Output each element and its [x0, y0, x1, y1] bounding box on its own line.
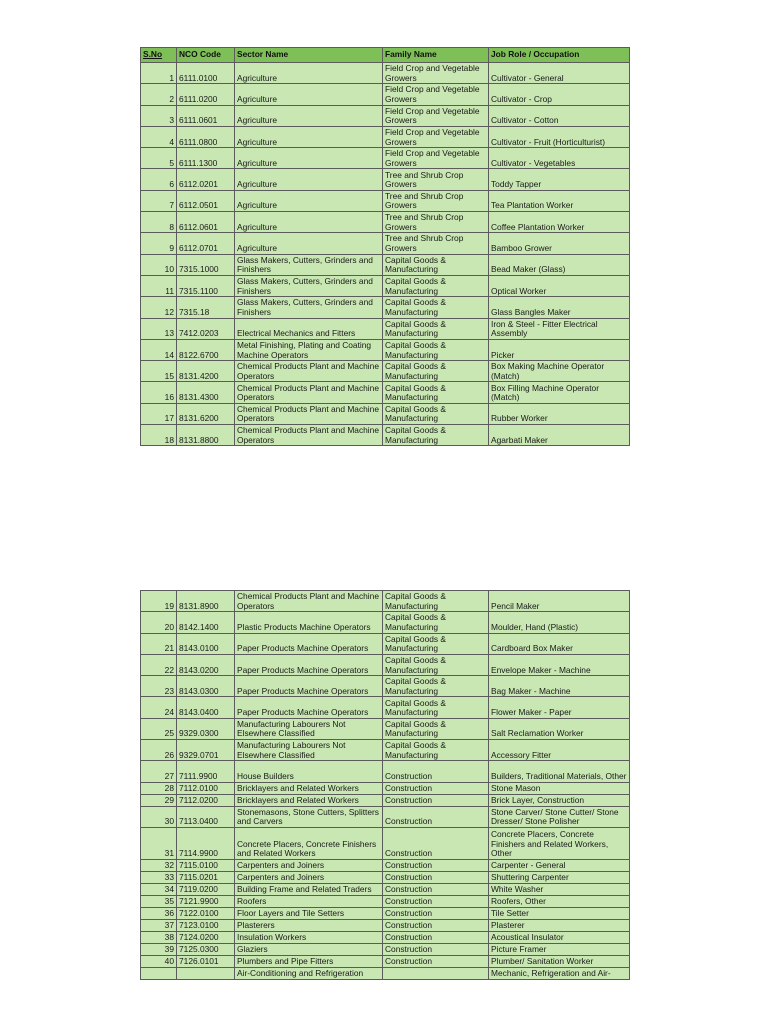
- cell-nco-code: 7315.1000: [177, 254, 235, 275]
- cell-family-name: Tree and Shrub Crop Growers: [383, 169, 489, 190]
- cell-sno: 26: [141, 740, 177, 761]
- cell-job-role: Bamboo Grower: [489, 233, 630, 254]
- cell-sno: 34: [141, 883, 177, 895]
- cell-sector-name: Plumbers and Pipe Fitters: [235, 955, 383, 967]
- table-row: [141, 126, 630, 147]
- cell-nco-code: 8143.0100: [177, 633, 235, 654]
- cell-nco-code: 7114.9900: [177, 827, 235, 859]
- cell-sector-name: Chemical Products Plant and Machine Operators: [235, 425, 383, 446]
- cell-sno: 33: [141, 871, 177, 883]
- cell-family-name: Capital Goods & Manufacturing: [383, 382, 489, 403]
- cell-nco-code: 7121.9900: [177, 895, 235, 907]
- table-row: [141, 148, 630, 169]
- cell-family-name: Construction: [383, 871, 489, 883]
- header-nco-code: NCO Code: [177, 48, 235, 63]
- cell-sno: 23: [141, 676, 177, 697]
- cell-family-name: Construction: [383, 782, 489, 794]
- cell-family-name: Field Crop and Vegetable Growers: [383, 105, 489, 126]
- cell-family-name: Construction: [383, 859, 489, 871]
- header-sno: S.No: [141, 48, 177, 63]
- cell-job-role: Coffee Plantation Worker: [489, 212, 630, 233]
- cell-sector-name: Bricklayers and Related Workers: [235, 794, 383, 806]
- cell-sector-name: Paper Products Machine Operators: [235, 697, 383, 718]
- cell-sector-name: Agriculture: [235, 190, 383, 211]
- cell-family-name: Construction: [383, 907, 489, 919]
- cell-nco-code: 9329.0300: [177, 718, 235, 739]
- cell-sector-name: Plastic Products Machine Operators: [235, 612, 383, 633]
- cell-sno: 1: [141, 63, 177, 84]
- cell-family-name: Capital Goods & Manufacturing: [383, 403, 489, 424]
- cell-sno: 12: [141, 297, 177, 318]
- cell-sno: 39: [141, 943, 177, 955]
- cell-job-role: Concrete Placers, Concrete Finishers and Related Workers, Other: [489, 827, 630, 859]
- cell-sno: 13: [141, 318, 177, 339]
- cell-job-role: Picker: [489, 339, 630, 360]
- cell-job-role: Accessory Fitter: [489, 740, 630, 761]
- table-row: [141, 84, 630, 105]
- table-row: [141, 297, 630, 318]
- cell-job-role: Tile Setter: [489, 907, 630, 919]
- table-row: [141, 782, 630, 794]
- cell-job-role: Acoustical Insulator: [489, 931, 630, 943]
- table-row: [141, 169, 630, 190]
- cell-sno: 8: [141, 212, 177, 233]
- cell-sector-name: Paper Products Machine Operators: [235, 654, 383, 675]
- cell-family-name: Tree and Shrub Crop Growers: [383, 212, 489, 233]
- cell-nco-code: 6111.0601: [177, 105, 235, 126]
- cell-sno: 36: [141, 907, 177, 919]
- cell-job-role: Picture Framer: [489, 943, 630, 955]
- cell-family-name: Tree and Shrub Crop Growers: [383, 190, 489, 211]
- cell-sno: 30: [141, 806, 177, 827]
- table-row: [141, 907, 630, 919]
- table-row: [141, 761, 630, 782]
- cell-nco-code: 7115.0201: [177, 871, 235, 883]
- table-row: [141, 794, 630, 806]
- cell-job-role: Plumber/ Sanitation Worker: [489, 955, 630, 967]
- cell-sno: 31: [141, 827, 177, 859]
- cell-family-name: Construction: [383, 883, 489, 895]
- table-row: [141, 654, 630, 675]
- table-row: [141, 318, 630, 339]
- cell-sector-name: Floor Layers and Tile Setters: [235, 907, 383, 919]
- cell-family-name: Construction: [383, 931, 489, 943]
- cell-family-name: Capital Goods & Manufacturing: [383, 718, 489, 739]
- cell-nco-code: 7412.0203: [177, 318, 235, 339]
- cell-nco-code: 6112.0201: [177, 169, 235, 190]
- cell-sno: 19: [141, 591, 177, 612]
- cell-family-name: Capital Goods & Manufacturing: [383, 633, 489, 654]
- cell-nco-code: 7113.0400: [177, 806, 235, 827]
- cell-family-name: Field Crop and Vegetable Growers: [383, 148, 489, 169]
- cell-job-role: Toddy Tapper: [489, 169, 630, 190]
- header-sector-name: Sector Name: [235, 48, 383, 63]
- table-row: [141, 827, 630, 859]
- cell-family-name: Capital Goods & Manufacturing: [383, 361, 489, 382]
- cell-job-role: Builders, Traditional Materials, Other: [489, 761, 630, 782]
- cell-job-role: Box Filling Machine Operator (Match): [489, 382, 630, 403]
- table-row: [141, 919, 630, 931]
- cell-nco-code: 8142.1400: [177, 612, 235, 633]
- cell-family-name: Capital Goods & Manufacturing: [383, 254, 489, 275]
- cell-nco-code: 7112.0100: [177, 782, 235, 794]
- cell-family-name: Construction: [383, 794, 489, 806]
- cell-sector-name: Air-Conditioning and Refrigeration: [235, 967, 383, 979]
- cell-job-role: Tea Plantation Worker: [489, 190, 630, 211]
- cell-family-name: Construction: [383, 761, 489, 782]
- cell-sector-name: Glaziers: [235, 943, 383, 955]
- table-row: [141, 871, 630, 883]
- cell-sno: 2: [141, 84, 177, 105]
- table-row: [141, 943, 630, 955]
- cell-nco-code: 8131.4300: [177, 382, 235, 403]
- cell-nco-code: 7126.0101: [177, 955, 235, 967]
- cell-job-role: Cardboard Box Maker: [489, 633, 630, 654]
- cell-family-name: Capital Goods & Manufacturing: [383, 318, 489, 339]
- table-row: [141, 190, 630, 211]
- cell-family-name: Capital Goods & Manufacturing: [383, 654, 489, 675]
- cell-nco-code: 7315.18: [177, 297, 235, 318]
- table-row: [141, 895, 630, 907]
- cell-job-role: Glass Bangles Maker: [489, 297, 630, 318]
- cell-sno: 25: [141, 718, 177, 739]
- cell-family-name: Field Crop and Vegetable Growers: [383, 84, 489, 105]
- cell-sector-name: Carpenters and Joiners: [235, 871, 383, 883]
- table-row: [141, 361, 630, 382]
- cell-sector-name: Manufacturing Labourers Not Elsewhere Classified: [235, 718, 383, 739]
- cell-sector-name: Metal Finishing, Plating and Coating Machine Operators: [235, 339, 383, 360]
- cell-sno: 24: [141, 697, 177, 718]
- cell-family-name: Construction: [383, 895, 489, 907]
- cell-job-role: Cultivator - Vegetables: [489, 148, 630, 169]
- cell-sector-name: Concrete Placers, Concrete Finishers and Related Workers: [235, 827, 383, 859]
- cell-sno: 5: [141, 148, 177, 169]
- table-header-row: [141, 48, 630, 63]
- cell-nco-code: 8143.0400: [177, 697, 235, 718]
- table-row: [141, 105, 630, 126]
- table-row: [141, 859, 630, 871]
- cell-sno: 11: [141, 275, 177, 296]
- cell-job-role: Box Making Machine Operator (Match): [489, 361, 630, 382]
- cell-sector-name: Building Frame and Related Traders: [235, 883, 383, 895]
- cell-job-role: Iron & Steel - Fitter Electrical Assembly: [489, 318, 630, 339]
- cell-job-role: Salt Reclamation Worker: [489, 718, 630, 739]
- cell-nco-code: 8131.8900: [177, 591, 235, 612]
- cell-family-name: Capital Goods & Manufacturing: [383, 275, 489, 296]
- cell-sector-name: Stonemasons, Stone Cutters, Splitters and Carvers: [235, 806, 383, 827]
- cell-job-role: White Washer: [489, 883, 630, 895]
- header-job-role: Job Role / Occupation: [489, 48, 630, 63]
- cell-job-role: Pencil Maker: [489, 591, 630, 612]
- cell-sector-name: Glass Makers, Cutters, Grinders and Finishers: [235, 254, 383, 275]
- table-row: [141, 425, 630, 446]
- cell-sector-name: Manufacturing Labourers Not Elsewhere Classified: [235, 740, 383, 761]
- table-row: [141, 339, 630, 360]
- occupation-table-page-1: [140, 47, 630, 446]
- table-row: [141, 883, 630, 895]
- cell-job-role: Stone Mason: [489, 782, 630, 794]
- cell-family-name: Construction: [383, 955, 489, 967]
- cell-nco-code: 6111.0800: [177, 126, 235, 147]
- cell-family-name: Capital Goods & Manufacturing: [383, 740, 489, 761]
- cell-sno: 18: [141, 425, 177, 446]
- cell-job-role: Shuttering Carpenter: [489, 871, 630, 883]
- cell-job-role: Bead Maker (Glass): [489, 254, 630, 275]
- cell-nco-code: 9329.0701: [177, 740, 235, 761]
- cell-nco-code: 7119.0200: [177, 883, 235, 895]
- cell-job-role: Cultivator - General: [489, 63, 630, 84]
- cell-job-role: Mechanic, Refrigeration and Air-: [489, 967, 630, 979]
- cell-job-role: Plasterer: [489, 919, 630, 931]
- cell-family-name: Construction: [383, 806, 489, 827]
- table-row: [141, 967, 630, 979]
- cell-job-role: Carpenter - General: [489, 859, 630, 871]
- cell-sector-name: Agriculture: [235, 169, 383, 190]
- cell-nco-code: 8131.8800: [177, 425, 235, 446]
- cell-sector-name: Chemical Products Plant and Machine Operators: [235, 382, 383, 403]
- cell-family-name: Tree and Shrub Crop Growers: [383, 233, 489, 254]
- cell-sno: 27: [141, 761, 177, 782]
- cell-nco-code: 6111.1300: [177, 148, 235, 169]
- cell-family-name: Construction: [383, 919, 489, 931]
- cell-family-name: Field Crop and Vegetable Growers: [383, 126, 489, 147]
- cell-family-name: Capital Goods & Manufacturing: [383, 297, 489, 318]
- cell-nco-code: 6111.0100: [177, 63, 235, 84]
- cell-sno: 16: [141, 382, 177, 403]
- table-row: [141, 633, 630, 654]
- cell-sector-name: Agriculture: [235, 233, 383, 254]
- cell-job-role: Moulder, Hand (Plastic): [489, 612, 630, 633]
- cell-job-role: Flower Maker - Paper: [489, 697, 630, 718]
- cell-sector-name: Insulation Workers: [235, 931, 383, 943]
- cell-sno: 28: [141, 782, 177, 794]
- cell-nco-code: 7124.0200: [177, 931, 235, 943]
- cell-sector-name: Agriculture: [235, 148, 383, 169]
- cell-sno: 35: [141, 895, 177, 907]
- cell-job-role: Cultivator - Crop: [489, 84, 630, 105]
- cell-sno: 3: [141, 105, 177, 126]
- cell-sector-name: Agriculture: [235, 63, 383, 84]
- cell-nco-code: 7111.9900: [177, 761, 235, 782]
- cell-nco-code: 8143.0200: [177, 654, 235, 675]
- cell-nco-code: 6112.0701: [177, 233, 235, 254]
- cell-family-name: Capital Goods & Manufacturing: [383, 676, 489, 697]
- cell-sno: 17: [141, 403, 177, 424]
- cell-sector-name: Carpenters and Joiners: [235, 859, 383, 871]
- table-row: [141, 233, 630, 254]
- cell-sector-name: Chemical Products Plant and Machine Operators: [235, 403, 383, 424]
- cell-family-name: Field Crop and Vegetable Growers: [383, 63, 489, 84]
- cell-nco-code: 8131.6200: [177, 403, 235, 424]
- cell-sno: 4: [141, 126, 177, 147]
- cell-sector-name: Roofers: [235, 895, 383, 907]
- cell-nco-code: 6112.0501: [177, 190, 235, 211]
- cell-sno: 32: [141, 859, 177, 871]
- cell-family-name: [383, 967, 489, 979]
- table-row: [141, 212, 630, 233]
- cell-nco-code: 8143.0300: [177, 676, 235, 697]
- cell-sector-name: Glass Makers, Cutters, Grinders and Finishers: [235, 297, 383, 318]
- cell-nco-code: 8131.4200: [177, 361, 235, 382]
- cell-nco-code: 8122.6700: [177, 339, 235, 360]
- cell-sector-name: House Builders: [235, 761, 383, 782]
- cell-sector-name: Glass Makers, Cutters, Grinders and Finishers: [235, 275, 383, 296]
- cell-nco-code: [177, 967, 235, 979]
- table-row: [141, 382, 630, 403]
- cell-sector-name: Bricklayers and Related Workers: [235, 782, 383, 794]
- cell-sno: 38: [141, 931, 177, 943]
- cell-nco-code: 7125.0300: [177, 943, 235, 955]
- cell-family-name: Capital Goods & Manufacturing: [383, 591, 489, 612]
- table-row: [141, 403, 630, 424]
- cell-job-role: Optical Worker: [489, 275, 630, 296]
- cell-nco-code: 6112.0601: [177, 212, 235, 233]
- table-row: [141, 275, 630, 296]
- cell-job-role: Cultivator - Fruit (Horticulturist): [489, 126, 630, 147]
- cell-sector-name: Agriculture: [235, 84, 383, 105]
- cell-sno: 14: [141, 339, 177, 360]
- cell-sno: 7: [141, 190, 177, 211]
- cell-nco-code: 7112.0200: [177, 794, 235, 806]
- cell-sno: 37: [141, 919, 177, 931]
- cell-sno: 20: [141, 612, 177, 633]
- cell-job-role: Envelope Maker - Machine: [489, 654, 630, 675]
- cell-job-role: Cultivator - Cotton: [489, 105, 630, 126]
- cell-nco-code: 7115.0100: [177, 859, 235, 871]
- cell-family-name: Capital Goods & Manufacturing: [383, 339, 489, 360]
- cell-sno: 40: [141, 955, 177, 967]
- cell-family-name: Construction: [383, 827, 489, 859]
- occupation-table-page-2: [140, 590, 630, 980]
- cell-sno: 10: [141, 254, 177, 275]
- table-row: [141, 697, 630, 718]
- cell-family-name: Capital Goods & Manufacturing: [383, 612, 489, 633]
- cell-job-role: Agarbati Maker: [489, 425, 630, 446]
- cell-sector-name: Paper Products Machine Operators: [235, 676, 383, 697]
- cell-sno: [141, 967, 177, 979]
- cell-sno: 6: [141, 169, 177, 190]
- cell-sno: 9: [141, 233, 177, 254]
- cell-sno: 29: [141, 794, 177, 806]
- cell-job-role: Bag Maker - Machine: [489, 676, 630, 697]
- cell-job-role: Stone Carver/ Stone Cutter/ Stone Dresser/ Stone Polisher: [489, 806, 630, 827]
- cell-sector-name: Electrical Mechanics and Fitters: [235, 318, 383, 339]
- table-row: [141, 591, 630, 612]
- table-row: [141, 931, 630, 943]
- cell-nco-code: 6111.0200: [177, 84, 235, 105]
- cell-sno: 22: [141, 654, 177, 675]
- cell-nco-code: 7315.1100: [177, 275, 235, 296]
- cell-job-role: Roofers, Other: [489, 895, 630, 907]
- table-row: [141, 955, 630, 967]
- table-row: [141, 740, 630, 761]
- cell-nco-code: 7122.0100: [177, 907, 235, 919]
- cell-family-name: Construction: [383, 943, 489, 955]
- cell-sector-name: Agriculture: [235, 212, 383, 233]
- cell-family-name: Capital Goods & Manufacturing: [383, 697, 489, 718]
- table-row: [141, 63, 630, 84]
- cell-job-role: Brick Layer, Construction: [489, 794, 630, 806]
- cell-sno: 15: [141, 361, 177, 382]
- table-row: [141, 612, 630, 633]
- cell-sno: 21: [141, 633, 177, 654]
- header-family-name: Family Name: [383, 48, 489, 63]
- cell-sector-name: Plasterers: [235, 919, 383, 931]
- cell-sector-name: Chemical Products Plant and Machine Operators: [235, 361, 383, 382]
- table-row: [141, 676, 630, 697]
- cell-sector-name: Chemical Products Plant and Machine Operators: [235, 591, 383, 612]
- cell-family-name: Capital Goods & Manufacturing: [383, 425, 489, 446]
- cell-sector-name: Agriculture: [235, 126, 383, 147]
- table-row: [141, 806, 630, 827]
- table-row: [141, 254, 630, 275]
- cell-sector-name: Agriculture: [235, 105, 383, 126]
- cell-job-role: Rubber Worker: [489, 403, 630, 424]
- table-row: [141, 718, 630, 739]
- cell-sector-name: Paper Products Machine Operators: [235, 633, 383, 654]
- cell-nco-code: 7123.0100: [177, 919, 235, 931]
